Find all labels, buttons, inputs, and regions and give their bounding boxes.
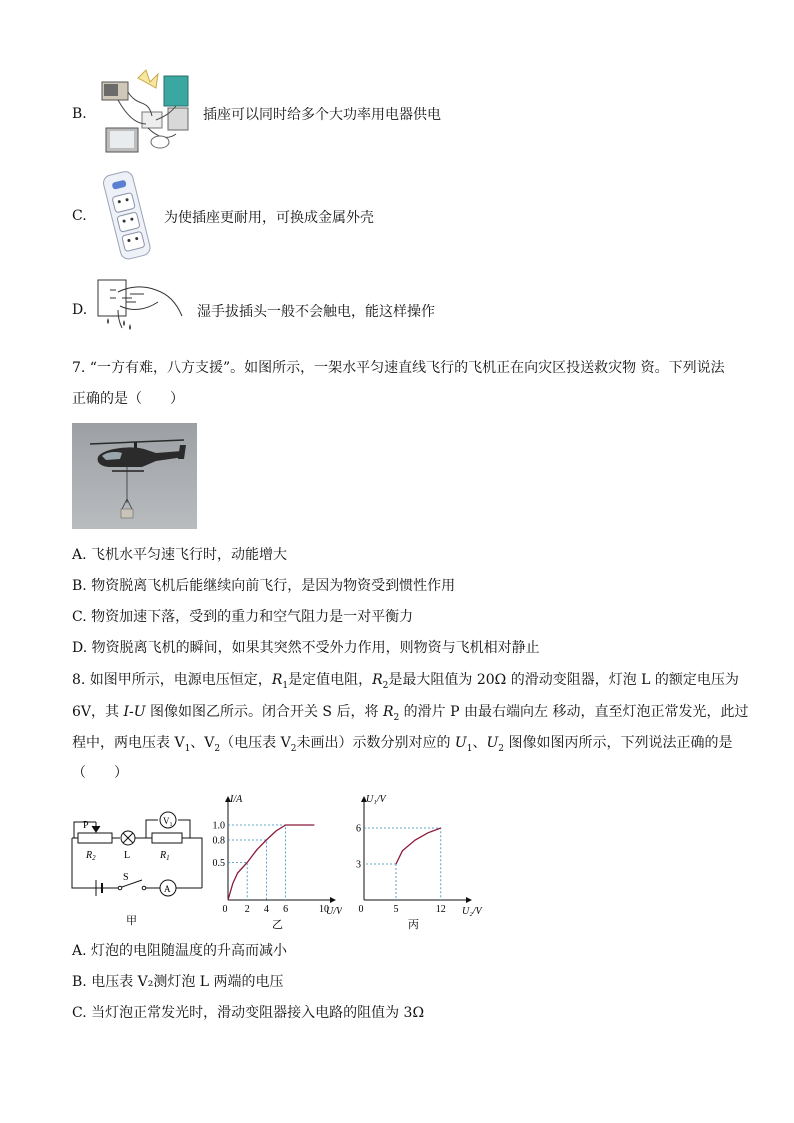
- q7-stem-line1: 7. “一方有难，八方支援”。如图所示，一架水平匀速直线飞行的飞机正在向灾区投送救灾物 资。下列说法: [72, 360, 725, 376]
- q8-stem-line2: 6V，其 I-U 图像如图乙所示。闭合开关 S 后，将 $R_2$ 的滑片 P 由最右端向左 移动，直至灯泡正常发光，此过: [72, 704, 749, 723]
- circuit-label-p: P: [83, 820, 89, 831]
- q8-stem-line4: （ ）: [72, 765, 128, 781]
- q8-option-b: B. 电压表 V₂测灯泡 L 两端的电压: [72, 974, 284, 990]
- circuit-label-v1: $V_1$: [163, 816, 173, 828]
- x-axis-label: U₂/V: [462, 906, 482, 917]
- q8-stem-line3: 程中，两电压表 $V_1$、$V_2$（电压表 $V_2$未画出）示数分别对应的 $U_1$、$U_2$ 图像如图丙所示，下列说法正确的是: [72, 735, 733, 754]
- q7-option-b: B. 物资脱离飞机后能继续向前飞行，是因为物资受到惯性作用: [72, 578, 456, 594]
- option-c-text: 为使插座更耐用，可换成金属外壳: [164, 210, 374, 226]
- circuit-label-r1: $R_1$: [160, 850, 170, 862]
- x-tick-label: 6: [283, 904, 289, 915]
- x-tick-label: 0: [358, 904, 364, 915]
- option-c-letter: C.: [72, 208, 87, 224]
- x-tick-label: 10: [319, 904, 329, 915]
- q8-stem-line1: 8. 如图甲所示，电源电压恒定，$R_1$是定值电阻，$R_2$是最大阻值为 20Ω 的滑动变阻器，灯泡 L 的额定电压为: [72, 672, 739, 691]
- wet-hand-plug-image: [96, 276, 188, 334]
- q8-option-a: A. 灯泡的电阻随温度的升高而减小: [72, 943, 288, 959]
- y-tick-label: 1.0: [212, 820, 225, 832]
- y-tick-label: 3: [356, 859, 361, 871]
- x-tick-label: 0: [222, 904, 228, 915]
- circuit-diagram: [66, 800, 216, 930]
- x-tick-label: 5: [393, 904, 399, 915]
- chart-caption: 乙: [272, 919, 283, 930]
- data-curve: [396, 828, 441, 864]
- overloaded-socket-image: [98, 68, 194, 158]
- y-tick-label: 0.5: [212, 858, 225, 869]
- option-b-text: 插座可以同时给多个大功率用电器供电: [203, 107, 441, 123]
- chart-bing-u1u2: [356, 790, 486, 930]
- guide-line: [228, 863, 247, 901]
- helicopter-photo: [72, 423, 197, 529]
- x-tick-label: 2: [244, 904, 250, 915]
- q7-option-c: C. 物资加速下落，受到的重力和空气阻力是一对平衡力: [72, 609, 414, 625]
- q8-option-c: C. 当灯泡正常发光时，滑动变阻器接入电路的阻值为 3Ω: [72, 1005, 425, 1021]
- y-axis-label: U₁/V: [366, 794, 386, 805]
- option-d-text: 湿手拔插头一般不会触电，能这样操作: [197, 304, 435, 320]
- y-tick-label: 0.8: [212, 835, 225, 847]
- power-strip-image: [98, 170, 158, 262]
- x-tick-label: 4: [263, 904, 269, 915]
- q7-option-a: A. 飞机水平匀速飞行时，动能增大: [72, 547, 288, 563]
- option-b-letter: B.: [72, 106, 87, 122]
- circuit-caption: 甲: [126, 915, 137, 927]
- x-tick-label: 12: [435, 904, 446, 915]
- circuit-label-l: L: [124, 850, 131, 861]
- chart-yi-iu: [212, 790, 342, 930]
- y-axis-label: I/A: [230, 794, 243, 805]
- x-axis-arrow: [466, 897, 472, 903]
- chart-caption: 丙: [408, 919, 419, 930]
- circuit-label-s: S: [123, 872, 129, 883]
- circuit-label-r2: $R_2$: [86, 850, 96, 862]
- x-axis-label: U/V: [326, 906, 342, 917]
- q7-option-d: D. 物资脱离飞机的瞬间，如果其突然不受外力作用，则物资与飞机相对静止: [72, 640, 540, 656]
- option-d-letter: D.: [72, 302, 88, 318]
- x-axis-arrow: [330, 897, 336, 903]
- y-tick-label: 6: [356, 823, 361, 835]
- q7-stem-line2: 正确的是（ ）: [72, 391, 184, 407]
- guide-line: [228, 840, 266, 900]
- circuit-label-a: A: [164, 884, 171, 894]
